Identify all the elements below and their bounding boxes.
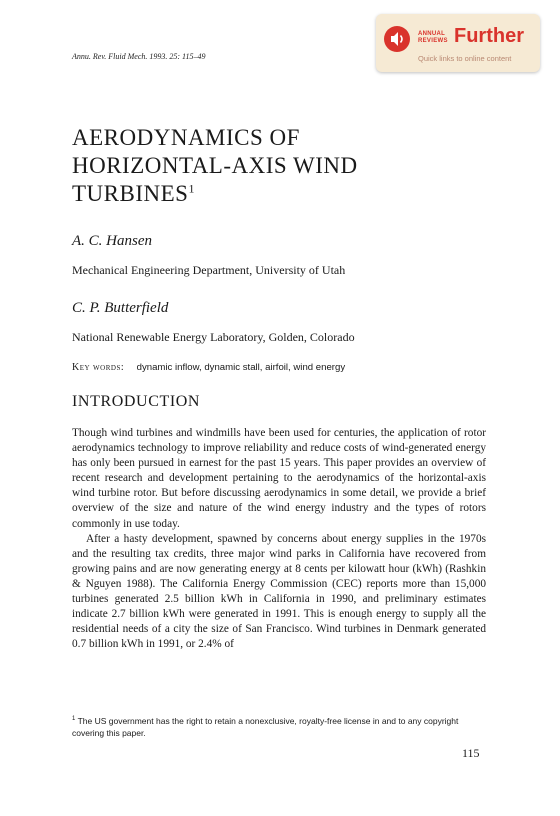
paragraph: After a hasty development, spawned by concerns about energy supplies in the 1970s and the resulting tax credits, three major wind parks in California have recovered from growing pains and are now generating energy at 8 cents per kilowatt hour (kWh) (Rashkin & Nguyen 1988). The California Energy Commission (CEC) reports more than 15,000 turbines generated 2.5 billion kWh in California in 1990, and preliminary estimates indicate 2.7 billion kWh were generated in 1991. This is enough energy to supply all the residential needs of a city the size of San Francisco. Wind turbines in Denmark generated 0.7 billion kWh in 1991, or 2.4% of [72, 532, 486, 651]
title-line: HORIZONTAL-AXIS WIND [72, 153, 358, 178]
author-affiliation: Mechanical Engineering Department, University of Utah [72, 263, 346, 277]
footnote-text: The US government has the right to retain a nonexclusive, royalty-free license in and to any copyright covering this paper. [72, 715, 459, 739]
annual-reviews-further-badge[interactable] [376, 14, 540, 72]
badge-subtitle: Quick links to online content [418, 54, 512, 63]
paragraph: Though wind turbines and windmills have been used for centuries, the application of rotor aerodynamics technology to improve reliability and reduce costs of wind-generated energy has only been pursued in earnest for the past 15 years. This paper provides an overview of recent research and development pertaining to the aerodynamics of the horizontal-axis wind turbine rotor. But before discussing aerodynamics in some detail, we provide a brief overview of the size and nature of the wind energy industry and the types of rotors commonly in use today. [72, 427, 486, 530]
footnote [72, 713, 486, 740]
author-name: C. P. Butterfield [72, 300, 169, 316]
author-affiliation: National Renewable Energy Laboratory, Golden, Colorado [72, 330, 355, 344]
section-heading: INTRODUCTION [72, 393, 201, 410]
page-number: 115 [462, 746, 480, 760]
further-wordmark: Further [454, 25, 524, 47]
title-line: AERODYNAMICS OF [72, 125, 300, 150]
footnote-mark: 1 [72, 716, 76, 722]
title-line: TURBINES [72, 181, 189, 206]
keywords-label: Key words: [72, 362, 125, 373]
title-footnote-mark: 1 [188, 181, 195, 196]
keywords-values: dynamic inflow, dynamic stall, airfoil, wind energy [136, 362, 346, 373]
journal-citation: Annu. Rev. Fluid Mech. 1993. 25: 115–49 [72, 52, 206, 61]
author-name: A. C. Hansen [72, 233, 152, 249]
keywords [72, 362, 345, 373]
annual-reviews-wordmark: ANNUAL REVIEWS [418, 31, 448, 44]
speaker-arrow-icon [384, 26, 410, 52]
body-text [72, 426, 486, 652]
article-title [72, 124, 358, 208]
